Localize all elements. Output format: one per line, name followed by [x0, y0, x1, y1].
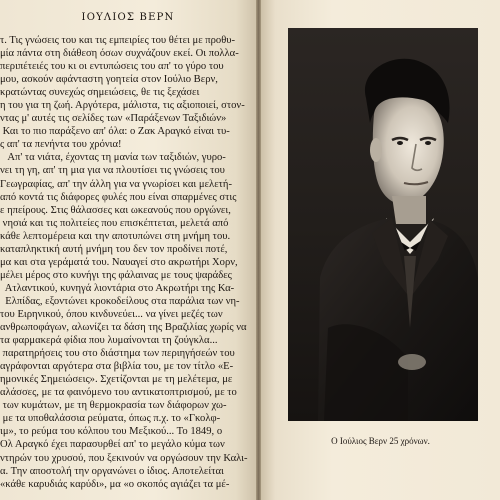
body-line: νει τη γη, απ' τη μια για να πλουτίσει τις γνώσεις του [0, 165, 225, 177]
photo-caption: Ο Ιούλιος Βερν 25 χρόνων. [331, 436, 430, 446]
body-line: ς απ' τα πενήντα του χρόνια! [0, 139, 122, 151]
body-line: τ. Τις γνώσεις του και τις εμπειρίες του θέτει με προθυ- [0, 35, 236, 46]
portrait-photo [288, 28, 478, 421]
body-line: κρατώντας συνεχώς σημειώσεις, θε τις ξεχάσει [0, 87, 200, 99]
body-line: ντας μ' αυτές τις σελίδες των «Παράξενων Ταξιδιών» [0, 113, 227, 125]
body-line: Ελπίδας, εξοντώνει κροκοδείλους στα παράλια των νη- [0, 295, 240, 307]
body-line: «κάθε καρυδιάς καρύδι», μα «ο σκοπός αγιάζει τα μέ- [0, 478, 230, 490]
body-text [0, 34, 250, 491]
body-line: αγράφονται αργότερα στα βιβλία του, με τον τίτλο «Ε- [0, 361, 234, 373]
running-head: ΙΟΥΛΙΟΣ ΒΕΡΝ [81, 12, 175, 23]
body-line: μέλει μέρος στο κυνήγι της φάλαινας με τους ψαράδες [0, 269, 232, 281]
body-line: Γεωγραφίας, απ' την άλλη για να γνωρίσει και μελετή- [0, 178, 232, 190]
body-line: ανθρωποφάγων, αλωνίζει τα δάση της Βραζιλίας χωρίς να [0, 322, 247, 334]
body-line: τα φαρμακερά φίδια που λυμαίνονται τη ζούγκλα... [0, 335, 218, 347]
body-line: του Ειρηνικού, όπου κινδυνεύει... να γίνει μεζές των [0, 308, 223, 320]
body-line: αλάσσες, με τα φαινόμενο του αντικατοπτρισμού, με το [0, 387, 237, 399]
body-line: Ατλαντικού, κυνηγά λιοντάρια στο Ακρωτήρι της Κα- [0, 282, 235, 294]
body-line: από κοντά τις διάφορες φυλές που είναι σπαρμένες στις [0, 191, 237, 203]
body-line: ντηρών του χρυσού, που ξεκινούν να οργώσουν την Καλι- [0, 452, 248, 464]
body-line: καταπληκτική αυτή μνήμη του δεν τον προδίνει ποτέ, [0, 243, 228, 255]
body-line: Και το πιο παράξενο απ' όλα: ο Ζακ Αραγκό είναι τυ- [0, 126, 230, 138]
body-line: παρατηρήσεις του στο διάστημα των περιηγήσεών του [0, 348, 235, 360]
body-line: ε ηπείρους. Στις θάλασσες και ωκεανούς που οργώνει, [0, 204, 231, 216]
body-line: μία πάντα στη διάθεση όσων συχνάζουν εκεί. Οι πολλα- [0, 48, 239, 60]
body-line: Απ' τα νιάτα, έχοντας τη μανία των ταξιδιών, γυρο- [0, 152, 226, 164]
body-line: μα και στα γεράματά του. Ναυαγεί στο ακρωτήρι Χορν, [0, 256, 238, 268]
body-line: των κυμάτων, με τη θερμοκρασία των διάφορων χω- [0, 400, 227, 412]
body-line: κάθε λεπτομέρεια και την αποτυπώνει στη μνήμη του. [0, 230, 231, 242]
body-line: ιμ», το ρεύμα του κόλπου του Μεξικού... Το 1849, ο [0, 426, 223, 438]
body-line: μου, ασκούν αφάνταστη γοητεία στον Ιούλιο Βερν, [0, 74, 218, 86]
body-line: με τα υποθαλάσσια ρεύματα, όπως π.χ. το «Γκολφ- [0, 413, 221, 425]
body-line: η του για τη ζωή. Αργότερα, μάλιστα, τις αξιοποιεί, στον- [0, 100, 245, 112]
body-line: Ολ Αραγκό έχει παρασυρθεί απ' το μεγάλο κύμα των [0, 439, 225, 451]
body-line: α. Την αποστολή την οργανώνει ο ίδιος. Αποτελείται [0, 465, 224, 477]
body-line: νησιά και τις πολιτείες που επισκέπτεται, μελετά από [0, 217, 229, 229]
body-line: περιπέτειές του κι οι εντυπώσεις του απ' το γύρο του [0, 61, 224, 73]
body-line: ημονικές Σημειώσεις». Σχετίζονται με τη μελέτεμα, με [0, 374, 233, 386]
